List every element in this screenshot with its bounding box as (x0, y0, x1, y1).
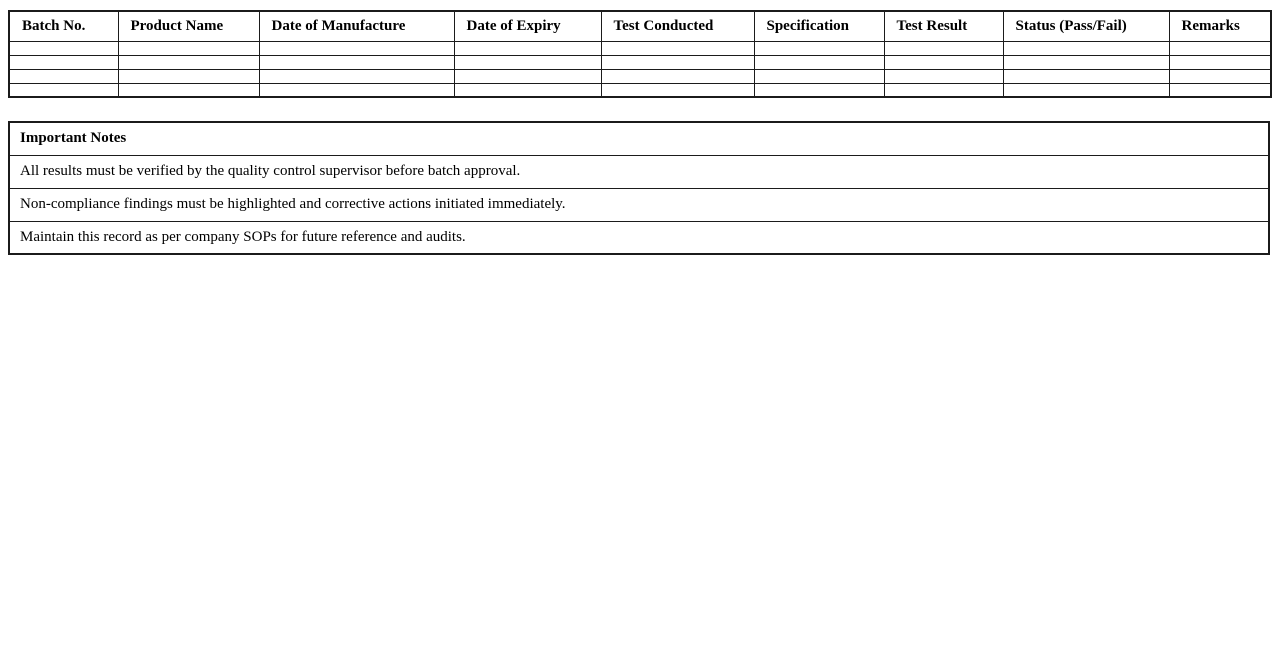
empty-cell (601, 41, 754, 55)
qc-table-empty-row (9, 83, 1271, 97)
note-item: Maintain this record as per company SOPs for future reference and audits. (9, 221, 1269, 254)
qc-record-document (0, 0, 1278, 255)
qc-batch-table (8, 10, 1272, 98)
empty-cell (754, 69, 884, 83)
empty-cell (454, 83, 601, 97)
qc-table-body (9, 41, 1271, 97)
note-item: Non-compliance findings must be highlighted and corrective actions initiated immediately. (9, 188, 1269, 221)
note-item-row (9, 221, 1269, 254)
empty-cell (884, 55, 1003, 69)
empty-cell (884, 41, 1003, 55)
empty-cell (754, 41, 884, 55)
notes-title-row (9, 122, 1269, 155)
qc-table-empty-row (9, 69, 1271, 83)
empty-cell (884, 83, 1003, 97)
empty-cell (9, 41, 118, 55)
empty-cell (1169, 83, 1271, 97)
empty-cell (1169, 55, 1271, 69)
important-notes-table (8, 121, 1270, 255)
col-header-test-result: Test Result (884, 11, 1003, 41)
empty-cell (1003, 55, 1169, 69)
col-header-test-conducted: Test Conducted (601, 11, 754, 41)
empty-cell (259, 55, 454, 69)
empty-cell (9, 55, 118, 69)
empty-cell (259, 83, 454, 97)
empty-cell (454, 41, 601, 55)
empty-cell (884, 69, 1003, 83)
empty-cell (454, 69, 601, 83)
col-header-remarks: Remarks (1169, 11, 1271, 41)
empty-cell (259, 69, 454, 83)
empty-cell (1003, 83, 1169, 97)
col-header-batch-no: Batch No. (9, 11, 118, 41)
empty-cell (118, 55, 259, 69)
note-item-row (9, 155, 1269, 188)
col-header-product-name: Product Name (118, 11, 259, 41)
empty-cell (1003, 41, 1169, 55)
note-item-row (9, 188, 1269, 221)
qc-table-empty-row (9, 41, 1271, 55)
empty-cell (118, 41, 259, 55)
col-header-date-of-manufacture: Date of Manufacture (259, 11, 454, 41)
notes-title: Important Notes (9, 122, 1269, 155)
note-item: All results must be verified by the quality control supervisor before batch approval. (9, 155, 1269, 188)
empty-cell (118, 69, 259, 83)
empty-cell (1169, 41, 1271, 55)
qc-table-header-row (9, 11, 1271, 41)
empty-cell (259, 41, 454, 55)
empty-cell (601, 69, 754, 83)
empty-cell (9, 83, 118, 97)
empty-cell (9, 69, 118, 83)
empty-cell (1003, 69, 1169, 83)
empty-cell (601, 55, 754, 69)
col-header-status-pass-fail: Status (Pass/Fail) (1003, 11, 1169, 41)
empty-cell (1169, 69, 1271, 83)
col-header-date-of-expiry: Date of Expiry (454, 11, 601, 41)
empty-cell (118, 83, 259, 97)
empty-cell (454, 55, 601, 69)
col-header-specification: Specification (754, 11, 884, 41)
empty-cell (754, 83, 884, 97)
empty-cell (601, 83, 754, 97)
qc-table-empty-row (9, 55, 1271, 69)
empty-cell (754, 55, 884, 69)
